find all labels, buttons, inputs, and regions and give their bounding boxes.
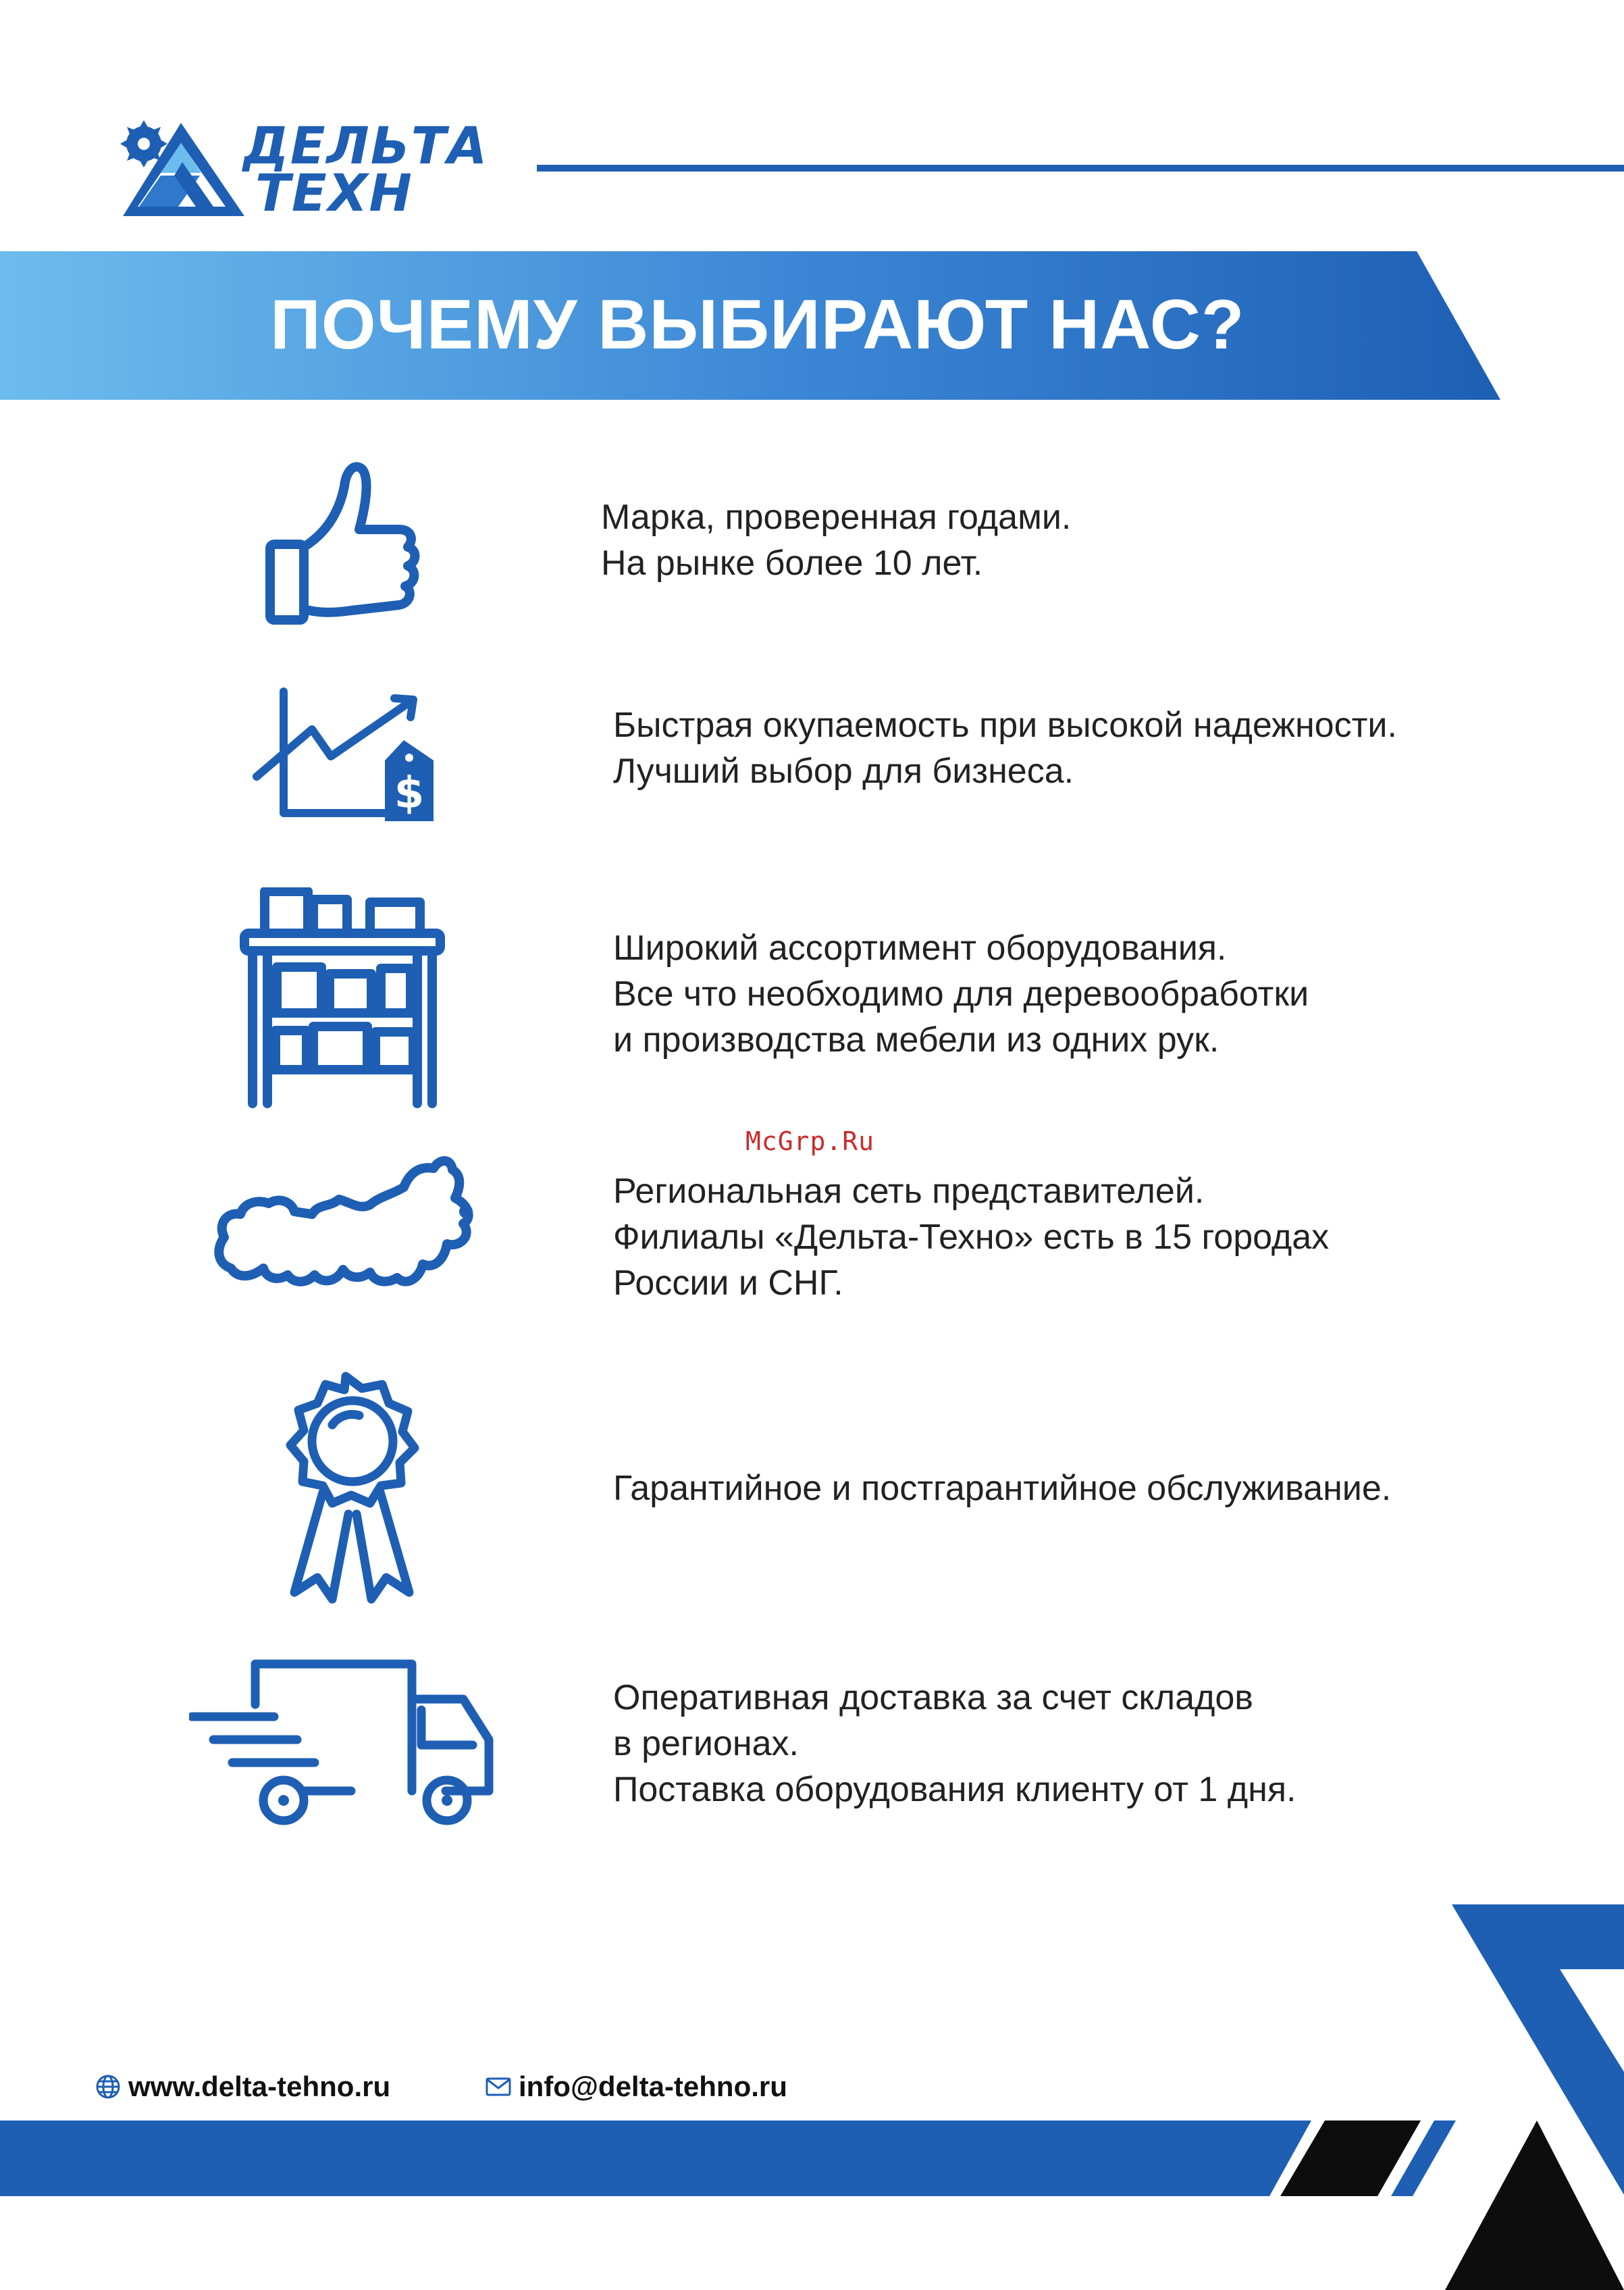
svg-text:$: $ xyxy=(394,769,425,818)
watermark: McGrp.Ru xyxy=(745,1126,875,1156)
delivery-truck-icon xyxy=(189,1659,500,1827)
saw-blade-icon xyxy=(120,120,167,167)
warehouse-shelves-icon xyxy=(238,887,447,1110)
email-link[interactable]: info@delta-tehno.ru xyxy=(519,2071,787,2102)
company-logo xyxy=(120,115,489,223)
feature-text: Гарантийное и постгарантийное обслуживание. xyxy=(613,1469,1392,1508)
growth-chart-price-tag-icon xyxy=(251,686,440,828)
thumbs-up-icon xyxy=(265,459,427,628)
feature-text: Оперативная доставка за счет складов в регионах. Поставка оборудования клиенту от 1 дня. xyxy=(613,1678,1296,1809)
header-rule xyxy=(537,165,1624,172)
feature-text: Марка, проверенная годами. На рынке более 10 лет. xyxy=(601,498,1072,583)
globe-icon xyxy=(95,2073,122,2100)
corner-triangle-decoration xyxy=(1405,1904,1624,2290)
footer-stripe xyxy=(0,2120,1553,2202)
website-contact[interactable] xyxy=(95,2071,390,2103)
page-title: ПОЧЕМУ ВЫБИРАЮТ НАС? xyxy=(270,286,1245,364)
website-link[interactable]: www.delta-tehno.ru xyxy=(128,2071,391,2102)
award-badge-icon xyxy=(258,1371,434,1607)
russia-map-icon xyxy=(204,1149,488,1325)
title-banner xyxy=(0,251,1500,400)
email-contact[interactable] xyxy=(485,2071,787,2103)
mail-icon xyxy=(485,2073,512,2100)
feature-text: Региональная сеть представителей. Филиалы «Дельта-Техно» есть в 15 городах России и СНГ. xyxy=(613,1172,1330,1303)
feature-text: Быстрая окупаемость при высокой надежности. Лучший выбор для бизнеса. xyxy=(613,706,1397,791)
feature-text: Широкий ассортимент оборудования. Все что необходимо для деревообработки и производства мебели из одних рук. xyxy=(613,929,1309,1060)
logo-text-line2: ТЕХН xyxy=(255,163,413,223)
logo-text-line1: ДЕЛЬТА xyxy=(243,115,489,176)
